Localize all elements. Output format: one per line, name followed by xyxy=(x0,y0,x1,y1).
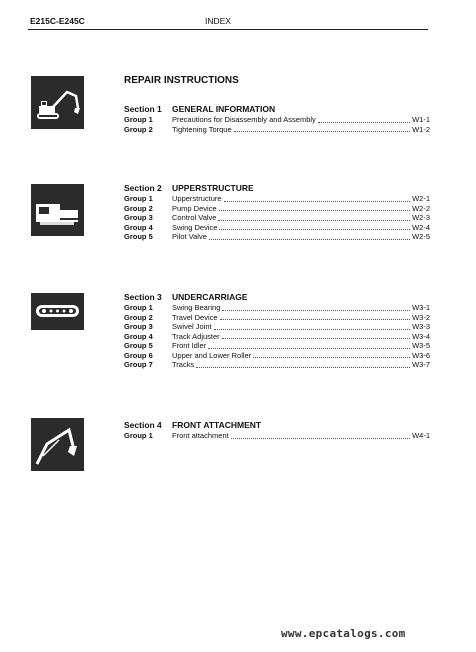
group-title: Tracks xyxy=(172,360,195,369)
group-page: W1-1 xyxy=(412,115,430,124)
group-row[interactable] xyxy=(124,360,430,370)
group-title: Front attachment xyxy=(172,431,229,440)
group-row[interactable] xyxy=(124,223,430,233)
front-attachment-icon xyxy=(31,418,84,471)
group-row[interactable] xyxy=(124,351,430,361)
dot-leader xyxy=(208,347,410,349)
group-number: Group 1 xyxy=(124,115,153,124)
group-title: Front Idler xyxy=(172,341,207,350)
group-title: Travel Device xyxy=(172,312,218,322)
group-number: Group 2 xyxy=(124,124,153,134)
header-rule xyxy=(28,29,428,30)
group-title: Control Valve xyxy=(172,213,217,222)
dot-leader xyxy=(234,130,410,132)
group-row[interactable] xyxy=(124,303,430,313)
group-title: Tightening Torque xyxy=(172,124,232,134)
group-number: Group 4 xyxy=(124,331,153,341)
group-page: W2-3 xyxy=(412,213,430,222)
dot-leader xyxy=(220,318,411,320)
section-heading xyxy=(124,419,430,431)
group-page: W2-5 xyxy=(412,232,430,241)
dot-leader xyxy=(222,337,410,339)
group-page: W3-4 xyxy=(412,331,430,341)
group-row[interactable] xyxy=(124,332,430,342)
group-number: Group 5 xyxy=(124,232,153,241)
group-row[interactable] xyxy=(124,213,430,223)
excavator-icon xyxy=(31,76,84,129)
group-row[interactable] xyxy=(124,125,430,135)
group-number: Group 3 xyxy=(124,322,153,331)
group-row[interactable] xyxy=(124,313,430,323)
group-number: Group 1 xyxy=(124,431,153,440)
upperstructure-icon xyxy=(31,184,84,236)
group-title: Pump Device xyxy=(172,203,217,213)
group-row[interactable] xyxy=(124,431,430,441)
group-title: Upper and Lower Roller xyxy=(172,350,252,360)
dot-leader xyxy=(214,328,410,330)
section-number: Section 2 xyxy=(124,183,162,193)
group-title: Swivel Joint xyxy=(172,322,212,331)
group-title: Swing Bearing xyxy=(172,303,221,312)
group-page: W3-2 xyxy=(412,312,430,322)
group-row[interactable] xyxy=(124,232,430,242)
group-title: Track Adjuster xyxy=(172,331,220,341)
section-title: UNDERCARRIAGE xyxy=(172,292,248,302)
section-number: Section 3 xyxy=(124,292,162,302)
group-number: Group 5 xyxy=(124,341,153,350)
section-title: FRONT ATTACHMENT xyxy=(172,420,262,430)
dot-leader xyxy=(231,437,410,439)
section-title: GENERAL INFORMATION xyxy=(172,104,276,114)
group-page: W3-6 xyxy=(412,350,430,360)
group-row[interactable] xyxy=(124,115,430,125)
header-model: E215C-E245C xyxy=(30,16,85,26)
dot-leader xyxy=(224,200,410,202)
group-page: W3-1 xyxy=(412,303,430,312)
group-row[interactable] xyxy=(124,194,430,204)
group-page: W3-5 xyxy=(412,341,430,350)
section-heading xyxy=(124,103,430,115)
group-number: Group 2 xyxy=(124,312,153,322)
undercarriage-icon xyxy=(31,293,84,330)
group-page: W3-7 xyxy=(412,360,430,369)
group-row[interactable] xyxy=(124,341,430,351)
doc-title: REPAIR INSTRUCTIONS xyxy=(124,75,239,86)
section-number: Section 4 xyxy=(124,420,162,430)
dot-leader xyxy=(196,366,410,368)
group-number: Group 2 xyxy=(124,203,153,213)
dot-leader xyxy=(218,219,410,221)
section-heading xyxy=(124,182,430,194)
group-number: Group 7 xyxy=(124,360,153,369)
section-4 xyxy=(124,419,430,441)
group-page: W2-1 xyxy=(412,194,430,203)
group-title: Upperstructure xyxy=(172,194,222,203)
section-title: UPPERSTRUCTURE xyxy=(172,183,254,193)
section-heading xyxy=(124,291,430,303)
dot-leader xyxy=(219,209,410,211)
section-number: Section 1 xyxy=(124,104,162,114)
dot-leader xyxy=(253,356,410,358)
group-number: Group 6 xyxy=(124,350,153,360)
dot-leader xyxy=(209,238,410,240)
group-number: Group 1 xyxy=(124,194,153,203)
group-title: Pilot Valve xyxy=(172,232,207,241)
section-1 xyxy=(124,103,430,134)
dot-leader xyxy=(219,228,410,230)
group-number: Group 3 xyxy=(124,213,153,222)
group-page: W2-4 xyxy=(412,222,430,232)
group-number: Group 1 xyxy=(124,303,153,312)
section-3 xyxy=(124,291,430,370)
group-title: Precautions for Disassembly and Assembly xyxy=(172,115,316,124)
group-title: Swing Device xyxy=(172,222,218,232)
group-page: W1-2 xyxy=(412,124,430,134)
group-page: W3-3 xyxy=(412,322,430,331)
section-2 xyxy=(124,182,430,242)
header-title: INDEX xyxy=(205,16,231,26)
footer-watermark: www.epcatalogs.com xyxy=(281,627,406,640)
dot-leader xyxy=(318,121,410,123)
group-page: W4-1 xyxy=(412,431,430,440)
group-row[interactable] xyxy=(124,204,430,214)
group-page: W2-2 xyxy=(412,203,430,213)
group-number: Group 4 xyxy=(124,222,153,232)
group-row[interactable] xyxy=(124,322,430,332)
dot-leader xyxy=(222,309,410,311)
